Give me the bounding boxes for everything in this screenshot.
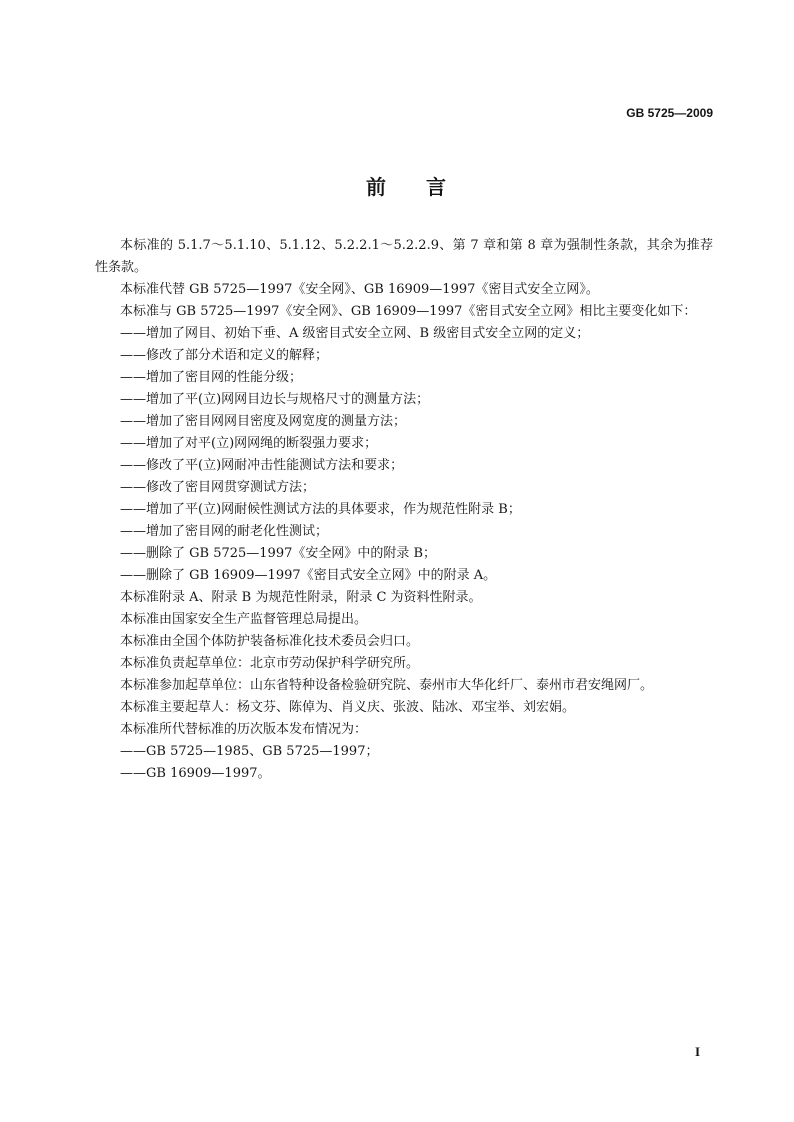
body-line: 本标准代替 GB 5725—1997《安全网》、GB 16909—1997《密目式安全立网》。: [120, 282, 599, 297]
change-list-item: ——增加了对平(立)网网绳的断裂强力要求；: [120, 436, 378, 451]
body-line: 本标准与 GB 5725—1997《安全网》、GB 16909—1997《密目式安全立网》相比主要变化如下：: [120, 304, 697, 319]
preface-body: [95, 235, 713, 785]
change-list-item: ——增加了平(立)网网目边长与规格尺寸的测量方法；: [120, 392, 430, 407]
history-list-item: ——GB 16909—1997。: [120, 766, 271, 781]
change-list-item: ——增加了密目网的性能分级；: [120, 370, 303, 385]
change-list-item: ——修改了密目网贯穿测试方法；: [120, 480, 316, 495]
body-line: 本标准由国家安全生产监督管理总局提出。: [120, 612, 368, 627]
body-line: 本标准附录 A、附录 B 为规范性附录，附录 C 为资料性附录。: [120, 590, 482, 605]
change-list-item: ——增加了密目网网目密度及网宽度的测量方法；: [120, 414, 407, 429]
page-title: 前 言: [366, 175, 456, 199]
change-list-item: ——修改了平(立)网耐冲击性能测试方法和要求；: [120, 458, 404, 473]
change-list-item: ——增加了平(立)网耐候性测试方法的具体要求，作为规范性附录 B；: [120, 502, 521, 517]
body-line: 本标准的 5.1.7～5.1.10、5.1.12、5.2.2.1～5.2.2.9、第 7 章和第 8 章为强制性条款，其余为推荐: [120, 238, 713, 253]
change-list-item: ——增加了网目、初始下垂、A 级密目式安全立网、B 级密目式安全立网的定义；: [120, 326, 590, 341]
body-line: 本标准由全国个体防护装备标准化技术委员会归口。: [120, 634, 420, 649]
header-standard-number: GB 5725—2009: [626, 106, 713, 120]
body-line: 本标准主要起草人：杨文芬、陈倬为、肖义庆、张波、陆冰、邓宝举、刘宏娟。: [120, 700, 576, 715]
change-list-item: ——增加了密目网的耐老化性测试；: [120, 524, 329, 539]
page-number: I: [695, 1044, 701, 1059]
body-line: 本标准所代替标准的历次版本发布情况为：: [120, 722, 368, 737]
change-list-item: ——删除了 GB 16909—1997《密目式安全立网》中的附录 A。: [120, 568, 497, 583]
body-line: 本标准负责起草单位：北京市劳动保护科学研究所。: [120, 656, 420, 671]
body-line: 性条款。: [95, 260, 148, 275]
history-list-item: ——GB 5725—1985、GB 5725—1997；: [120, 744, 379, 759]
body-line: 本标准参加起草单位：山东省特种设备检验研究院、泰州市大华化纤厂、泰州市君安绳网厂。: [120, 678, 654, 693]
change-list-item: ——删除了 GB 5725—1997《安全网》中的附录 B；: [120, 546, 437, 561]
change-list-item: ——修改了部分术语和定义的解释；: [120, 348, 329, 363]
